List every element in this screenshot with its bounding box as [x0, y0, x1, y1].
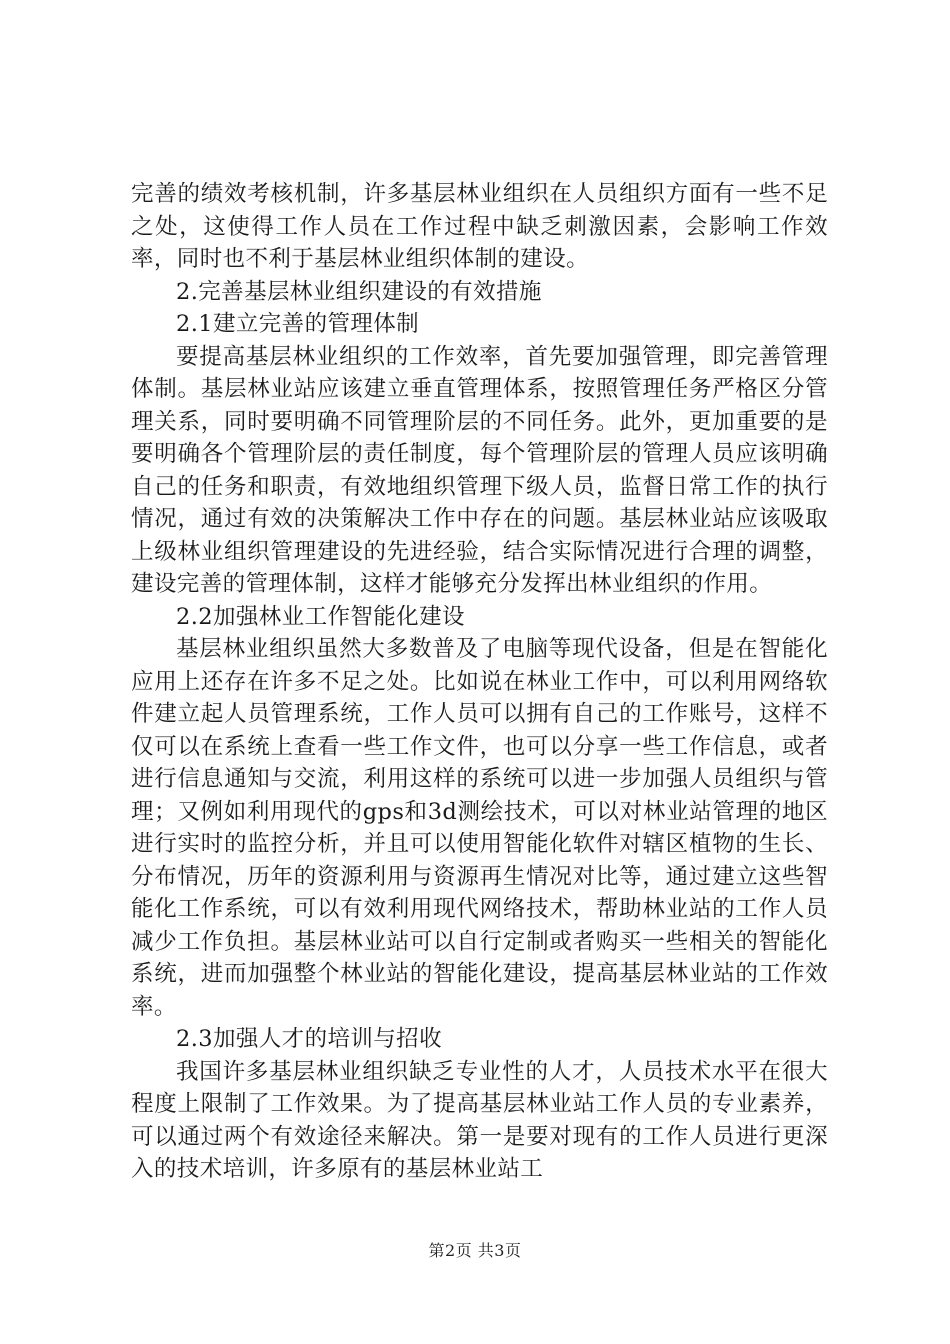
subsection-heading-2-1: 2.1建立完善的管理体制	[176, 311, 420, 337]
paragraph-talent-training: 我国许多基层林业组织缺乏专业性的人才，人员技术水平在很大程度上限制了工作效果。为了提高基层林业站工作人员的专业素养，可以通过两个有效途径来解决。第一是要对现有的工作人员进行更深入的技术培训，许多原有的基层林业站工	[131, 1058, 828, 1182]
paragraph-management-system: 要提高基层林业组织的工作效率，首先要加强管理，即完善管理体制。基层林业站应该建立垂直管理体系，按照管理任务严格区分管理关系，同时要明确不同管理阶层的不同任务。此外，更加重要的是要明确各个管理阶层的责任制度，每个管理阶层的管理人员应该明确自己的任务和职责，有效地组织管理下级人员，监督日常工作的执行情况，通过有效的决策解决工作中存在的问题。基层林业站应该吸取上级林业组织管理建设的先进经验，结合实际情况进行合理的调整，建设完善的管理体制，这样才能够充分发挥出林业组织的作用。	[131, 343, 828, 597]
page-footer: 第2页 共3页	[428, 1241, 522, 1260]
document-body	[131, 178, 828, 1186]
subsection-heading-2-3: 2.3加强人才的培训与招收	[176, 1026, 442, 1052]
subsection-heading-2-2: 2.2加强林业工作智能化建设	[176, 603, 465, 630]
paragraph-intelligent-construction: 基层林业组织虽然大多数普及了电脑等现代设备，但是在智能化应用上还存在许多不足之处。比如说在林业工作中，可以利用网络软件建立起人员管理系统，工作人员可以拥有自己的工作账号，这样不仅可以在系统上查看一些工作文件，也可以分享一些工作信息，或者进行信息通知与交流，利用这样的系统可以进一步加强人员组织与管理；又例如利用现代的gps和3d测绘技术，可以对林业站管理的地区进行实时的监控分析，并且可以使用智能化软件对辖区植物的生长、分布情况，历年的资源利用与资源再生情况对比等，通过建立这些智能化工作系统，可以有效利用现代网络技术，帮助林业站的工作人员减少工作负担。基层林业站可以自行定制或者购买一些相关的智能化系统，进而加强整个林业站的智能化建设，提高基层林业站的工作效率。	[131, 636, 828, 1020]
section-heading-2: 2.完善基层林业组织建设的有效措施	[176, 278, 542, 305]
paragraph-continuation: 完善的绩效考核机制，许多基层林业组织在人员组织方面有一些不足之处，这使得工作人员在工作过程中缺乏刺激因素，会影响工作效率，同时也不利于基层林业组织体制的建设。	[131, 181, 828, 272]
